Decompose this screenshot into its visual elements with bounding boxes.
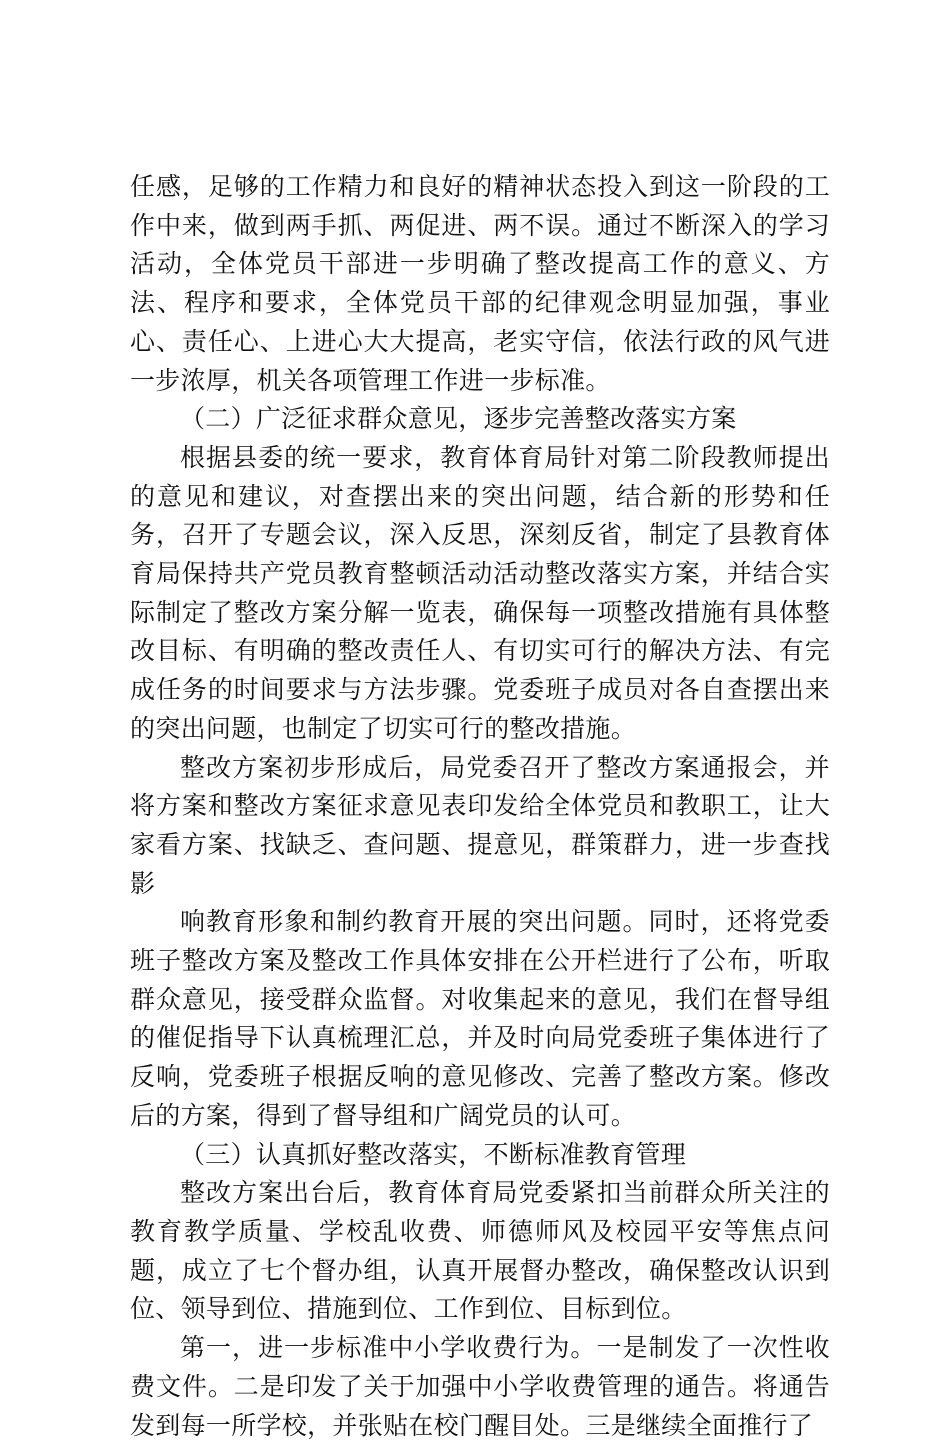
- document-body: [130, 168, 830, 1445]
- paragraph: 根据县委的统一要求，教育体育局针对第二阶段教师提出的意见和建议，对查摆出来的突出问题，结合新的形势和任务，召开了专题会议，深入反思，深刻反省，制定了县教育体育局保持共产党员教育整顿活动活动整改落实方案，并结合实际制定了整改方案分解一览表，确保每一项整改措施有具体整改目标、有明确的整改责任人、有切实可行的解决方法、有完成任务的时间要求与方法步骤。党委班子成员对各自查摆出来的突出问题，也制定了切实可行的整改措施。: [130, 442, 830, 743]
- section-heading-2: （二）广泛征求群众意见，逐步完善整改落实方案: [180, 404, 737, 434]
- section-heading-3: （三）认真抓好整改落实，不断标准教育管理: [180, 1139, 687, 1169]
- paragraph: 响教育形象和制约教育开展的突出问题。同时，还将党委班子整改方案及整改工作具体安排在公开栏进行了公布，听取群众意见，接受群众监督。对收集起来的意见，我们在督导组的催促指导下认真梳理汇总，并及时向局党委班子集体进行了反响，党委班子根据反响的意见修改、完善了整改方案。修改后的方案，得到了督导组和广阔党员的认可。: [130, 907, 830, 1130]
- paragraph: 第一，进一步标准中小学收费行为。一是制发了一次性收费文件。二是印发了关于加强中小学收费管理的通告。将通告发到每一所学校，并张贴在校门醒目处。三是继续全面推行了: [130, 1333, 830, 1440]
- paragraph-continuation: 任感，足够的工作精力和良好的精神状态投入到这一阶段的工作中来，做到两手抓、两促进、两不误。通过不断深入的学习活动，全体党员干部进一步明确了整改提高工作的意义、方法、程序和要求，全体党员干部的纪律观念明显加强，事业心、责任心、上进心大大提高，老实守信，依法行政的风气进一步浓厚，机关各项管理工作进一步标准。: [130, 172, 830, 395]
- paragraph: 整改方案出台后，教育体育局党委紧扣当前群众所关注的教育教学质量、学校乱收费、师德师风及校园平安等焦点问题，成立了七个督办组，认真开展督办整改，确保整改认识到位、领导到位、措施到位、工作到位、目标到位。: [130, 1178, 830, 1324]
- paragraph: 整改方案初步形成后，局党委召开了整改方案通报会，并将方案和整改方案征求意见表印发给全体党员和教职工，让大家看方案、找缺乏、查问题、提意见，群策群力，进一步查找影: [130, 752, 830, 898]
